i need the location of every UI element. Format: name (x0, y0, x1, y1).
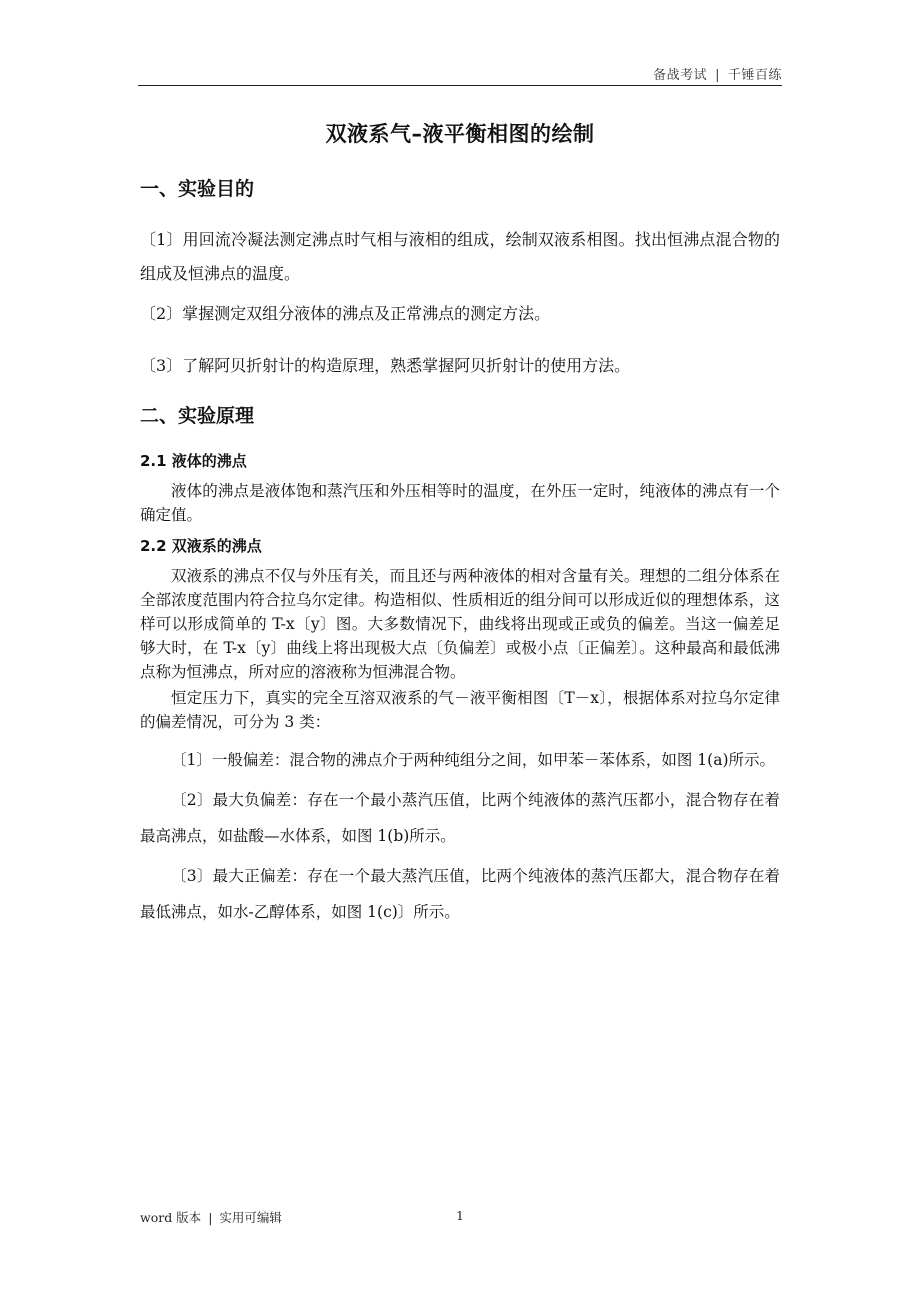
header-separator: | (715, 68, 720, 83)
paragraph-boiling-point: 液体的沸点是液体饱和蒸汽压和外压相等时的温度，在外压一定时，纯液体的沸点有一个确定值。 (140, 482, 780, 524)
header-rule (138, 85, 782, 86)
case-item-2: 〔2〕最大负偏差：存在一个最小蒸汽压值，比两个纯液体的蒸汽压都小，混合物存在着最高沸点，如盐酸—水体系，如图 1(b)所示。 (140, 791, 780, 845)
document-title: 双液系气–液平衡相图的绘制 (325, 122, 595, 146)
footer-right-text: 实用可编辑 (219, 1210, 282, 1225)
case-item-1: 〔1〕一般偏差：混合物的沸点介于两种纯组分之间，如甲苯－苯体系，如图 1(a)所示。 (171, 751, 775, 769)
header-left-text: 备战考试 (653, 68, 708, 83)
section-heading-objectives: 一、实验目的 (140, 178, 255, 200)
header-right-text: 千锤百练 (727, 68, 782, 83)
objective-item-3: 〔3〕了解阿贝折射计的构造原理，熟悉掌握阿贝折射计的使用方法。 (140, 356, 631, 375)
page-number: 1 (456, 1208, 464, 1223)
subsection-heading-2-1: 2.1 液体的沸点 (140, 452, 247, 470)
paragraph-classification: 恒定压力下，真实的完全互溶双液系的气－液平衡相图〔T－x〕，根据体系对拉乌尔定律的偏差情况，可分为 3 类： (140, 689, 780, 731)
case-item-3: 〔3〕最大正偏差：存在一个最大蒸汽压值，比两个纯液体的蒸汽压都大，混合物存在着最低沸点，如水-乙醇体系，如图 1(c)〕所示。 (140, 867, 780, 921)
paragraph-binary-boiling: 双液系的沸点不仅与外压有关，而且还与两种液体的相对含量有关。理想的二组分体系在全部浓度范围内符合拉乌尔定律。构造相似、性质相近的组分间可以形成近似的理想体系，这样可以形成简单的 T-x〔y〕图。大多数情况下，曲线将出现或正或负的偏差。当这一偏差足够大时，在 T-x〔y〕曲线上将出现极大点〔负偏差〕或极小点〔正偏差〕。这种最高和最低沸点称为恒沸点，所对应的溶液称为恒沸混合物。 (140, 567, 780, 681)
section-heading-principle: 二、实验原理 (140, 405, 255, 427)
document-body (140, 118, 780, 934)
objective-item-1: 〔1〕用回流冷凝法测定沸点时气相与液相的组成，绘制双液系相图。找出恒沸点混合物的组成及恒沸点的温度。 (140, 230, 780, 283)
footer-left-text: word 版本 (140, 1210, 202, 1225)
page-header (653, 64, 782, 83)
subsection-heading-2-2: 2.2 双液系的沸点 (140, 537, 262, 555)
page-footer (140, 1208, 282, 1226)
objective-item-2: 〔2〕掌握测定双组分液体的沸点及正常沸点的测定方法。 (140, 304, 551, 323)
footer-separator: | (208, 1210, 213, 1225)
